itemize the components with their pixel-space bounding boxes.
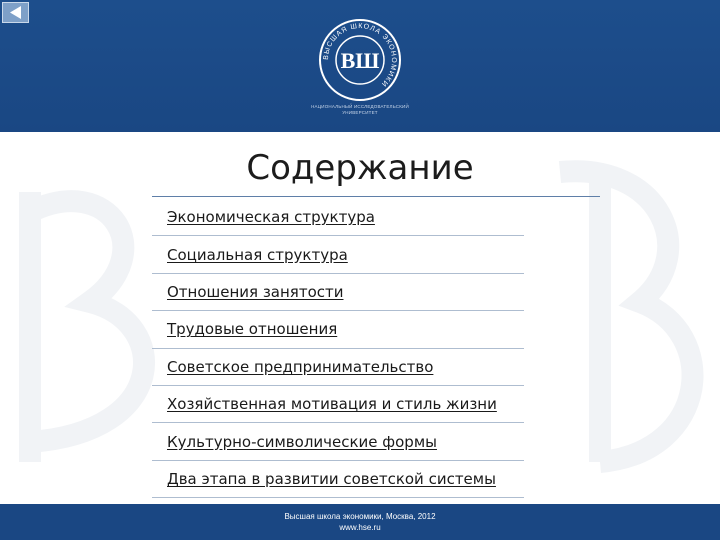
logo-ring-text: ВЫСШАЯ ШКОЛА ЭКОНОМИКИ [322,22,398,88]
list-item [152,311,524,348]
footer-website: www.hse.ru [339,523,381,532]
contents-link[interactable]: Два этапа в развитии советской системы [167,469,496,488]
contents-link[interactable]: Отношения занятости [167,282,344,301]
contents-link[interactable]: Хозяйственная мотивация и стиль жизни [167,395,497,414]
list-item [152,274,524,311]
list-item [152,386,524,423]
title-divider [152,196,600,197]
list-item [152,349,524,386]
hse-logo-icon [318,18,402,102]
list-item [152,199,524,236]
back-button[interactable] [2,2,29,23]
contents-link[interactable]: Культурно-символические формы [167,432,437,451]
list-item [152,236,524,273]
back-arrow-icon [3,3,28,22]
list-item [152,461,524,498]
page-title: Содержание [246,148,474,188]
org-name: НАЦИОНАЛЬНЫЙ ИССЛЕДОВАТЕЛЬСКИЙ УНИВЕРСИТЕТ [311,104,409,115]
logo-monogram: ВШ [340,48,380,73]
header-bar [0,0,720,132]
contents-list [152,199,524,498]
contents-link[interactable]: Экономическая структура [167,208,375,227]
contents-link[interactable]: Социальная структура [167,245,348,264]
contents-link[interactable]: Трудовые отношения [167,320,338,339]
contents-link[interactable]: Советское предпринимательство [167,357,434,376]
footer-bar [0,504,720,540]
list-item [152,423,524,460]
footer-copyright: Высшая школа экономики, Москва, 2012 [284,512,436,521]
